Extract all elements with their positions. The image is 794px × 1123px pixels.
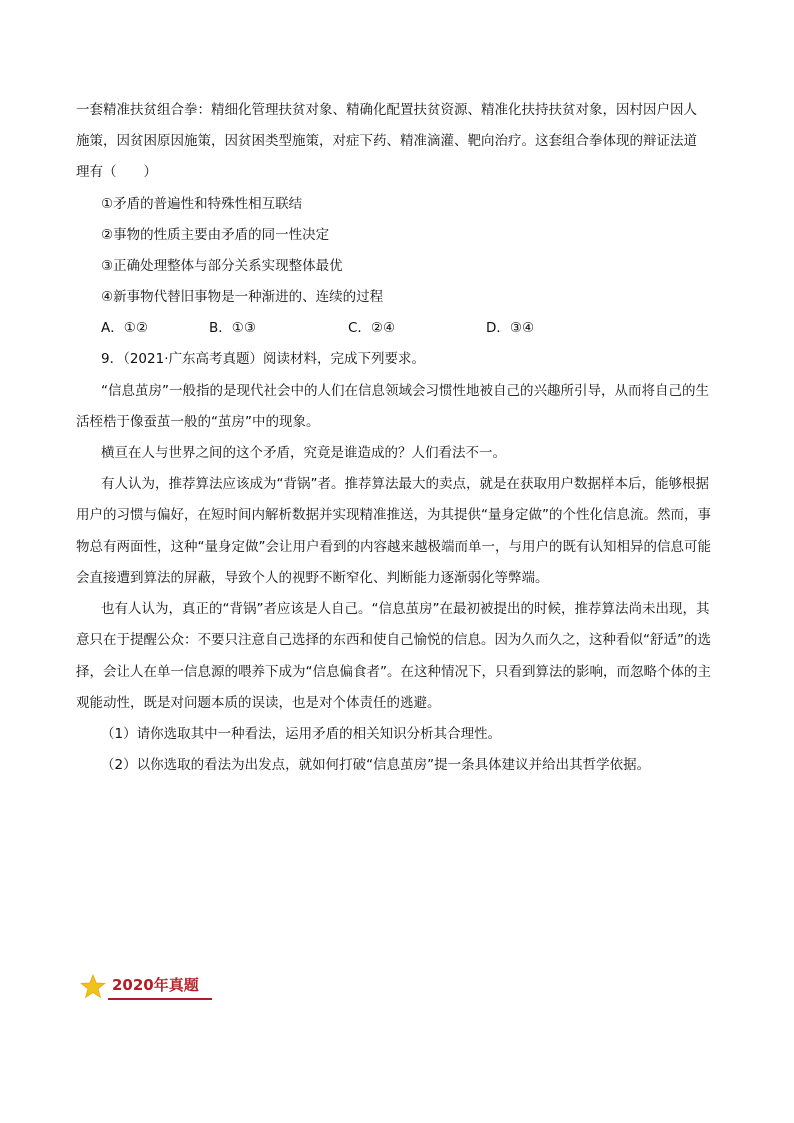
q8-stem-line-2: 施策，因贫困原因施策，因贫困类型施策，对症下药、精准滴灌、靶向治疗。这套组合拳体现的辩证法道: [76, 133, 697, 149]
q8-statement-3: ③正确处理整体与部分关系实现整体最优: [101, 258, 343, 274]
q8-option-d: D．③④: [486, 320, 535, 336]
star-icon: [80, 974, 106, 1000]
q9-p4-line-1: 也有人认为，真正的“背锅”者应该是人自己。“信息茧房”在最初被提出的时候，推荐算法尚未出现，其: [101, 601, 710, 617]
q9-p3-line-1: 有人认为，推荐算法应该成为“背锅”者。推荐算法最大的卖点，就是在获取用户数据样本后，能够根据: [101, 476, 709, 492]
q9-sub-question-2: （2）以你选取的看法为出发点，就如何打破“信息茧房”提一条具体建议并给出其哲学依据。: [101, 757, 651, 773]
q9-p4-line-4: 观能动性，既是对问题本质的误读，也是对个体责任的逃避。: [76, 695, 441, 711]
section-title: 2020年真题: [112, 976, 199, 994]
q9-p2-line-1: 横亘在人与世界之间的这个矛盾，究竟是谁造成的？人们看法不一。: [101, 445, 506, 461]
q9-p1-line-2: 活桎梏于像蚕茧一般的“茧房”中的现象。: [76, 414, 320, 430]
q9-header: 9．（2021·广东高考真题）阅读材料，完成下列要求。: [101, 351, 425, 367]
q9-p3-line-2: 用户的习惯与偏好，在短时间内解析数据并实现精准推送，为其提供“量身定做”的个性化信息流。然而，事: [76, 507, 711, 523]
q8-statement-2: ②事物的性质主要由矛盾的同一性决定: [101, 227, 330, 243]
section-underline: [108, 998, 212, 1000]
q9-p1-line-1: “信息茧房”一般指的是现代社会中的人们在信息领域会习惯性地被自己的兴趣所引导，从而将自己的生: [101, 383, 709, 399]
section-heading: [80, 972, 215, 1002]
q8-stem-line-3: 理有（ ）: [76, 164, 157, 180]
q9-p4-line-2: 意只在于提醒公众：不要只注意自己选择的东西和使自己愉悦的信息。因为久而久之，这种看似“舒适”的选: [76, 632, 711, 648]
q9-p4-line-3: 择，会让人在单一信息源的喂养下成为“信息偏食者”。在这种情况下，只看到算法的影响，而忽略个体的主: [76, 664, 711, 680]
q8-option-a: A．①②: [101, 320, 148, 336]
q9-p3-line-4: 会直接遭到算法的屏蔽，导致个人的视野不断窄化、判断能力逐渐弱化等弊端。: [76, 570, 549, 586]
q8-option-b: B．①③: [209, 320, 256, 336]
q8-statement-4: ④新事物代替旧事物是一种渐进的、连续的过程: [101, 289, 384, 305]
q9-p3-line-3: 物总有两面性，这种“量身定做”会让用户看到的内容越来越极端而单一，与用户的既有认知相异的信息可能: [76, 539, 711, 555]
q8-stem-line-1: 一套精准扶贫组合拳：精细化管理扶贫对象、精确化配置扶贫资源、精准化扶持扶贫对象，因村因户因人: [76, 102, 697, 118]
q9-sub-question-1: （1）请你选取其中一种看法，运用矛盾的相关知识分析其合理性。: [101, 726, 502, 742]
q8-statement-1: ①矛盾的普遍性和特殊性相互联结: [101, 196, 303, 212]
q8-option-c: C．②④: [348, 320, 396, 336]
